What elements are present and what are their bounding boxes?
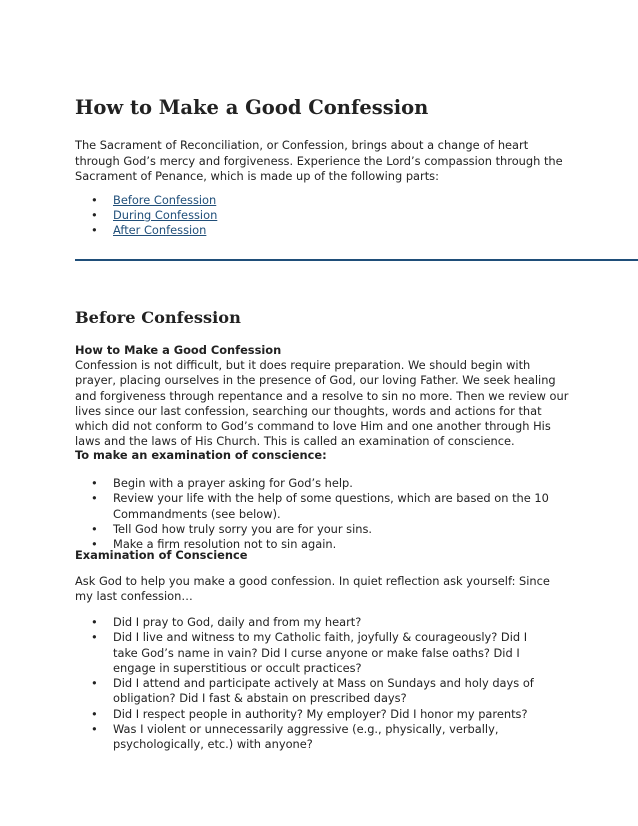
- list-item: • Did I respect people in authority? My employer? Did I honor my parents?: [75, 707, 555, 722]
- list-item: • Begin with a prayer asking for God’s help.: [75, 476, 555, 491]
- body-paragraph: Confession is not difficult, but it does require preparation. We should begin with prayer, placing ourselves in the presence of God, our loving Father. We seek healing and forgiveness through repentance and a resolve to sin no more. Then we review our lives since our last confession, searching our thoughts, words and actions for that which did not conform to God’s command to love Him and one another through His laws and the laws of His Church. This is called an examination of conscience.: [75, 358, 569, 449]
- list-item: • Did I pray to God, daily and from my heart?: [75, 615, 555, 630]
- page-title: How to Make a Good Confession: [75, 96, 429, 119]
- conscience-intro: Ask God to help you make a good confession. In quiet reflection ask yourself: Since my last confession…: [75, 574, 550, 604]
- list-item: • Did I attend and participate actively at Mass on Sundays and holy days of obligation? Did I fast & abstain on prescribed days?: [75, 676, 555, 707]
- exam-steps-list: [75, 476, 555, 552]
- toc-link-during-confession[interactable]: During Confession: [113, 208, 218, 222]
- list-item: • Did I live and witness to my Catholic faith, joyfully & courageously? Did I take God’s name in vain? Did I curse anyone or make false oaths? Did I engage in superstitious or occult practices?: [75, 630, 555, 676]
- exam-heading: To make an examination of conscience:: [75, 448, 327, 462]
- toc-item: [75, 223, 217, 238]
- questions-list: [75, 615, 555, 753]
- list-item: • Tell God how truly sorry you are for your sins.: [75, 522, 555, 537]
- section-divider: [75, 259, 638, 261]
- toc-item: [75, 193, 217, 208]
- toc-item: [75, 208, 217, 223]
- toc-link-before-confession[interactable]: Before Confession: [113, 193, 217, 207]
- subheading: How to Make a Good Confession: [75, 343, 282, 357]
- list-item: • Review your life with the help of some questions, which are based on the 10 Commandments (see below).: [75, 491, 555, 522]
- intro-paragraph: The Sacrament of Reconciliation, or Confession, brings about a change of heart through God’s mercy and forgiveness. Experience the Lord’s compassion through the Sacrament of Penance, which is made up of the following parts:: [75, 138, 563, 183]
- list-item: • Was I violent or unnecessarily aggressive (e.g., physically, verbally, psychologically, etc.) with anyone?: [75, 722, 555, 753]
- table-of-contents: [75, 193, 217, 238]
- toc-link-after-confession[interactable]: After Confession: [113, 223, 207, 237]
- list-item: • Make a firm resolution not to sin again.: [75, 537, 555, 552]
- section-heading: Before Confession: [75, 308, 241, 327]
- conscience-heading: Examination of Conscience: [75, 548, 248, 562]
